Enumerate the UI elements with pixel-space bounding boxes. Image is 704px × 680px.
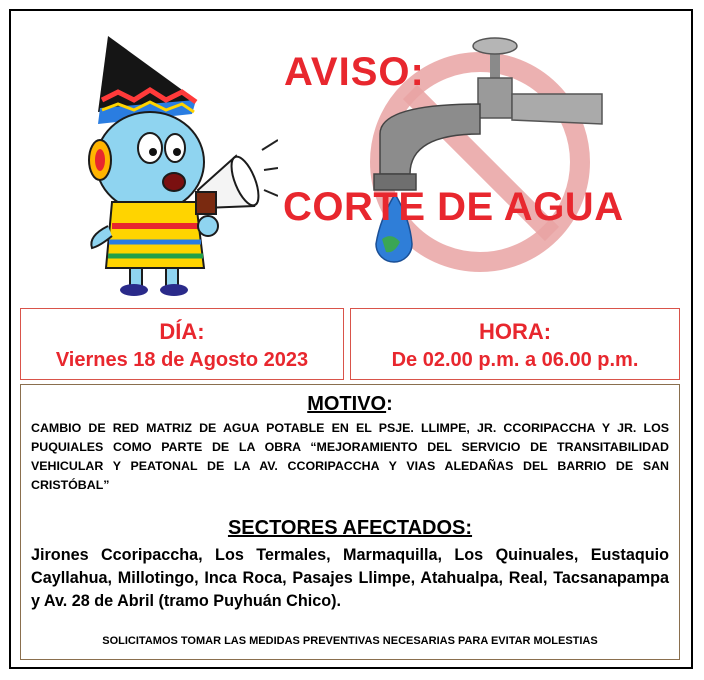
- hora-value: De 02.00 p.m. a 06.00 p.m.: [391, 349, 639, 371]
- dia-label: DÍA:: [159, 319, 205, 344]
- sectores-text: Jirones Ccoripaccha, Los Termales, Marmaquilla, Los Quinuales, Eustaquio Cayllahua, Millotingo, Inca Roca, Pasajes Llimpe, Atahualpa, Real, Tacsanapampa y Av. 28 de Abril (tramo Puyhuán Chico).: [31, 546, 669, 610]
- details-box: [20, 384, 680, 660]
- mascot-water-drop-megaphone-icon: [78, 30, 278, 300]
- motivo-heading-text: MOTIVO: [307, 393, 387, 415]
- motivo-heading-colon: :: [386, 393, 393, 415]
- sectores-heading: SECTORES AFECTADOS:: [227, 517, 473, 539]
- hora-box: [350, 308, 680, 380]
- motivo-heading: [21, 393, 679, 416]
- aviso-heading: AVISO:: [284, 50, 425, 94]
- dia-value: Viernes 18 de Agosto 2023: [55, 349, 309, 371]
- motivo-text: CAMBIO DE RED MATRIZ DE AGUA POTABLE EN EL PSJE. LLIMPE, JR. CCORIPACCHA Y JR. LOS PUQUIALES COMO PARTE DE LA OBRA “MEJORAMIENTO DEL SERVICIO DE TRANSITABILIDAD VEHICULAR Y PEATONAL DE LA AV. CCORIPACCHA Y VIAS ALEDAÑAS DEL BARRIO DE SAN CRISTÓBAL”: [31, 421, 669, 492]
- dia-box: [20, 308, 344, 380]
- hora-label: HORA:: [478, 319, 552, 344]
- footer-note: SOLICITAMOS TOMAR LAS MEDIDAS PREVENTIVAS NECESARIAS PARA EVITAR MOLESTIAS: [102, 635, 598, 647]
- corte-de-agua-heading: CORTE DE AGUA: [283, 185, 624, 229]
